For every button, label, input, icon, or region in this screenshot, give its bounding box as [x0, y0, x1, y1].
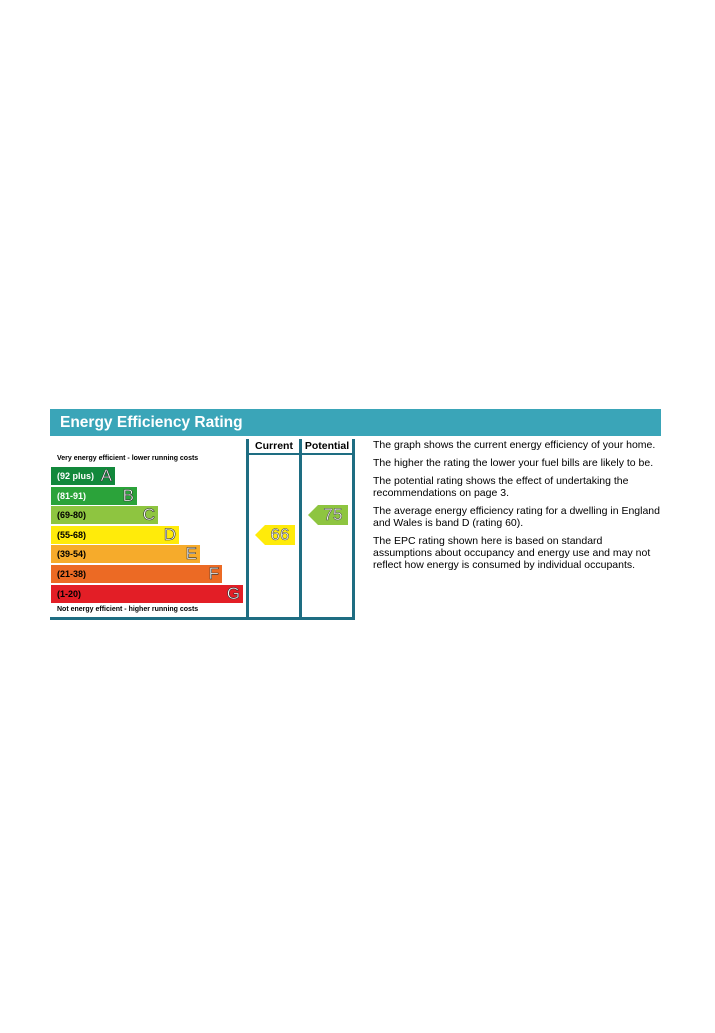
band-g	[51, 585, 243, 603]
divider	[299, 439, 302, 620]
note-paragraph: The EPC rating shown here is based on standard assumptions about occupancy and energy use and may not reflect how energy is consumed by individual occupants.	[373, 535, 651, 571]
divider	[246, 439, 249, 620]
caption-bottom: Not energy efficient - higher running costs	[57, 606, 199, 613]
band-a	[51, 467, 115, 485]
band-letter: G	[226, 583, 240, 603]
potential-rating-arrow	[308, 505, 348, 525]
band-letter: C	[142, 505, 155, 525]
band-range: (39-54)	[57, 549, 87, 560]
band-letter: E	[185, 544, 197, 564]
band-f	[51, 565, 222, 583]
divider	[249, 453, 352, 455]
band-range: (69-80)	[57, 510, 87, 521]
current-rating-value: 66	[270, 524, 290, 544]
section-header: Energy Efficiency Rating	[50, 409, 661, 436]
band-letter: B	[122, 485, 134, 505]
band-b	[51, 487, 137, 505]
energy-efficiency-rating	[50, 409, 661, 621]
band-d	[51, 526, 179, 544]
band-letter: D	[163, 524, 176, 544]
band-range: (1-20)	[57, 588, 82, 599]
band-range: (92 plus)	[57, 471, 95, 481]
band-range: (81-91)	[57, 490, 87, 501]
divider	[352, 439, 355, 620]
current-rating-arrow	[255, 525, 295, 545]
band-letter: A	[100, 466, 112, 485]
band-letter: F	[208, 564, 219, 583]
note-paragraph: The higher the rating the lower your fuel bills are likely to be.	[373, 457, 654, 469]
caption-top: Very energy efficient - lower running costs	[57, 455, 199, 462]
column-current: Current	[255, 440, 293, 452]
rating-chart	[50, 439, 356, 621]
band-range: (55-68)	[57, 529, 87, 540]
potential-rating-value: 75	[323, 505, 343, 525]
band-e	[51, 545, 200, 563]
column-potential: Potential	[304, 440, 350, 452]
note-paragraph: The average energy efficiency rating for a dwelling in England and Wales is band D (rating 60).	[373, 505, 660, 529]
note-paragraph: The potential rating shows the effect of undertaking the recommendations on page 3.	[373, 475, 629, 499]
band-range: (21-38)	[57, 569, 87, 579]
band-c	[51, 506, 158, 524]
note-paragraph: The graph shows the current energy efficiency of your home.	[373, 439, 656, 451]
divider	[50, 617, 355, 620]
explanation-notes	[373, 439, 663, 577]
